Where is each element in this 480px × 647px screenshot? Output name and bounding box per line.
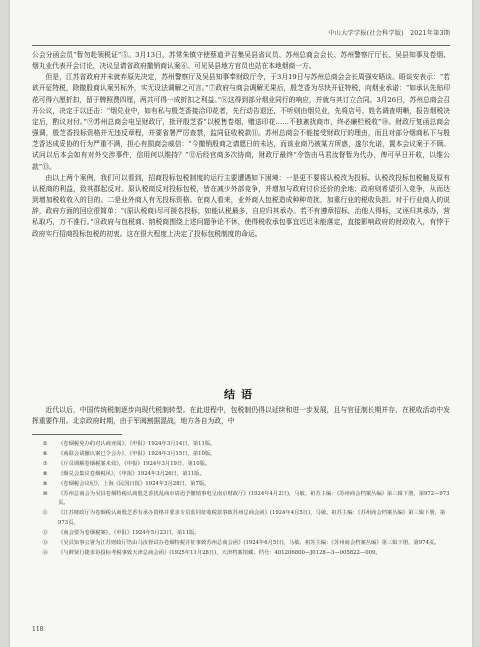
footnote-number: ⑤ xyxy=(42,441,48,447)
body-text-bottom xyxy=(32,405,450,427)
section-title: 结语 xyxy=(224,388,258,401)
footnote xyxy=(32,470,450,480)
footnote-text: 《与鲜贤行捷求协投标考税事致天津总商会函》(1925年11月28日)，天津档案馆藏，档号：401206800—J0128—3—005822—009。 xyxy=(58,549,381,556)
footnote-text: 《商会要为卷烟税案》，《申报》1924年5月23日，第11版。 xyxy=(58,530,200,537)
footnote xyxy=(32,549,450,559)
footnote-text: 《烟兑会集议卷烟税风》，《申报》1924年3月26日，第11版。 xyxy=(58,470,205,477)
footnotes xyxy=(32,440,450,559)
footnote-number: ⑩ xyxy=(42,490,48,497)
footnote-number: ⑧ xyxy=(42,470,48,477)
footnote xyxy=(32,440,450,450)
paragraph: 近代以后，中国传统税制逐步向现代税制转型。在此进程中，包税制仍得以延续和进一步发展，且与官征制长期并存，在税收活动中发挥重要作用。北京政府时期，由于军阀割据混战，地方各自为政，中 xyxy=(32,406,450,426)
footnote xyxy=(32,460,450,470)
paragraph: 但是，江苏省政府并未就弃原先决定，苏州警察厅及吴县知事奉财政厅令，于3月19日与苏州总商会会长周强安晤谈。晤谈安表示：“若欲开征特税，除撤股商认案另标外，实无设法调解之可言。”⑦政府与商会调解无果后，殷芝香为尽快开征特税，向烟业承诺：“如承认先贴印花可得六厘折扣，留于牌照费四厘，两共可得一成折扣之利益。”⑧这得到部分烟业同行的响应，并就与其订立合同。3月26日，苏州总商会召开公议，决定于以还击：“烟兑业中，如有私与殷芝香接洽印花者，先行动告退还，不听则由烟兑业，先将店号、姓名调查明晰，报告烟税决定后，酌议对付。”⑨苏州总商会电呈财政厅，批评殷芝香“以税售卷烟，赠送印花……不独紊扰商市，终必廉栏税收”⑩。财政厅复函总商会强调，殷芝香投标资格并无违反章程，并要省署严厉查禁，监同征收税款⑪。苏州总商会不能接受财政厅的理由，而且对部分烟商私下与殷芝香达成妥协的行为严重不满，担心有损商会威信：“今撤销殷商之请愿日的未达，而该业商乃被某方所惑，遂尔允诺，置本会议案于不顾。试问以后本会如有对外交涉事件，信用何以维持？”⑫后经官商多次协商，财政厅最终“令饬由马君汝督暂为代办，俾可早日开收，以维公款”⑬。 xyxy=(32,73,450,171)
footnote xyxy=(32,480,450,490)
page-number: 118 xyxy=(32,626,44,633)
footnote-text: 《吴县知事公署为江苏财政厅饬由马汝督试办卷烟特税并征事致苏州总商会函》(1924年6月5日)，马敏、祖苏主编：《苏州商会档案丛编》第三辑下册，第974页。 xyxy=(58,540,440,547)
footnote-number: ⑨ xyxy=(42,480,48,487)
footnote-text: 《卷烟税会议纪》，上海《民国日报》1924年3月28日，第7版。 xyxy=(58,480,210,487)
header-rule xyxy=(32,45,450,46)
running-head: 中山大学学报(社会科学版) 2021年第3期 xyxy=(328,30,450,37)
footnote xyxy=(32,509,450,529)
footnote-text: 《商联会请撤认案已令会办》，《申报》1924年3月15日，第10版。 xyxy=(58,450,216,457)
footnote xyxy=(32,529,450,539)
footnote-rule xyxy=(32,434,122,435)
footnote-text: 《斤员调解卷烟税案未效》，《申报》1924年3月19日，第10版。 xyxy=(58,460,211,467)
footnote-number: ⑪ xyxy=(42,510,48,517)
footnote-text: 《江苏财政厅为卷烟税认商殷芝香有承办资格并要求专员监同征收税款事致苏州总商会函》(1924年4月5日)，马敏、祖苏主编：《苏州商会档案丛编》第三辑下册，第973页。 xyxy=(58,510,446,527)
paragraph: 公会分函会员“暂勿赴领税证”⑤。3月13日，苏常朱镇守使蔡道尹召集吴县省议员、苏州总商会会长、苏州警察厅厅长、吴县知事及卷烟、烟丸业代表开会讨论，决议呈请省政府撤销商认案⑥。可见吴县地方官员也站在本地烟商一方。 xyxy=(32,51,450,71)
body-text-top xyxy=(32,50,450,240)
footnote-number: ⑬ xyxy=(42,540,48,547)
footnote xyxy=(32,490,450,510)
footnote-number: ⑭ xyxy=(42,549,48,556)
footnote-text: 《苏州总商会为吴县卷烟特税认商殷芝香扰乱商市请迅予撤销事电呈南京财政厅》(1924年4月2日)，马敏、祖苏主编：《苏州商会档案丛编》第三辑下册，第972—973页。 xyxy=(58,490,450,507)
document-page xyxy=(10,0,472,647)
footnote-number: ⑫ xyxy=(42,530,48,537)
paragraph: 由以上两个案例，我们可以看到，招商投标包税制度的运行主要遭遇如下困境：一是更不要将认税改为投标。认税改投标包税触及原有认税商的利益，致其群起反对。原认税商反对投标包税，皆在减少外部竞争，并增加与政府讨价还价的余地；政府则希望引入竞争，从而达到增加税收收入的目的。二是业外商人有无投标资格。在商人看来，业外商人包税造成种种苛扰，加重行业的税收负担。对于行业商人的说辞，政府方面的回应很简单：“(原认税商)尽可援名投标，如能认税最多，自应归其承办。若不有遵章招标，治他人得标，又诬归其承办，营私取巧，万不准行。”⑭政府与包税商、纳税商围绕上述问题争论不休，使得税收承包事宜迟迟未能落定，直接影响政府的财政收入，有悖于政府实行招商投标包税的初衷。这在很大程度上决定了投标包税制度的命运。 xyxy=(32,173,450,238)
footnote xyxy=(32,539,450,549)
footnote-number: ⑦ xyxy=(42,460,48,467)
footnote xyxy=(32,450,450,460)
footnote-text: 《卷烟税免办的对认商亚阅》，《申报》1924年3月14日，第11版。 xyxy=(58,441,216,447)
footnote-number: ⑥ xyxy=(42,450,48,457)
